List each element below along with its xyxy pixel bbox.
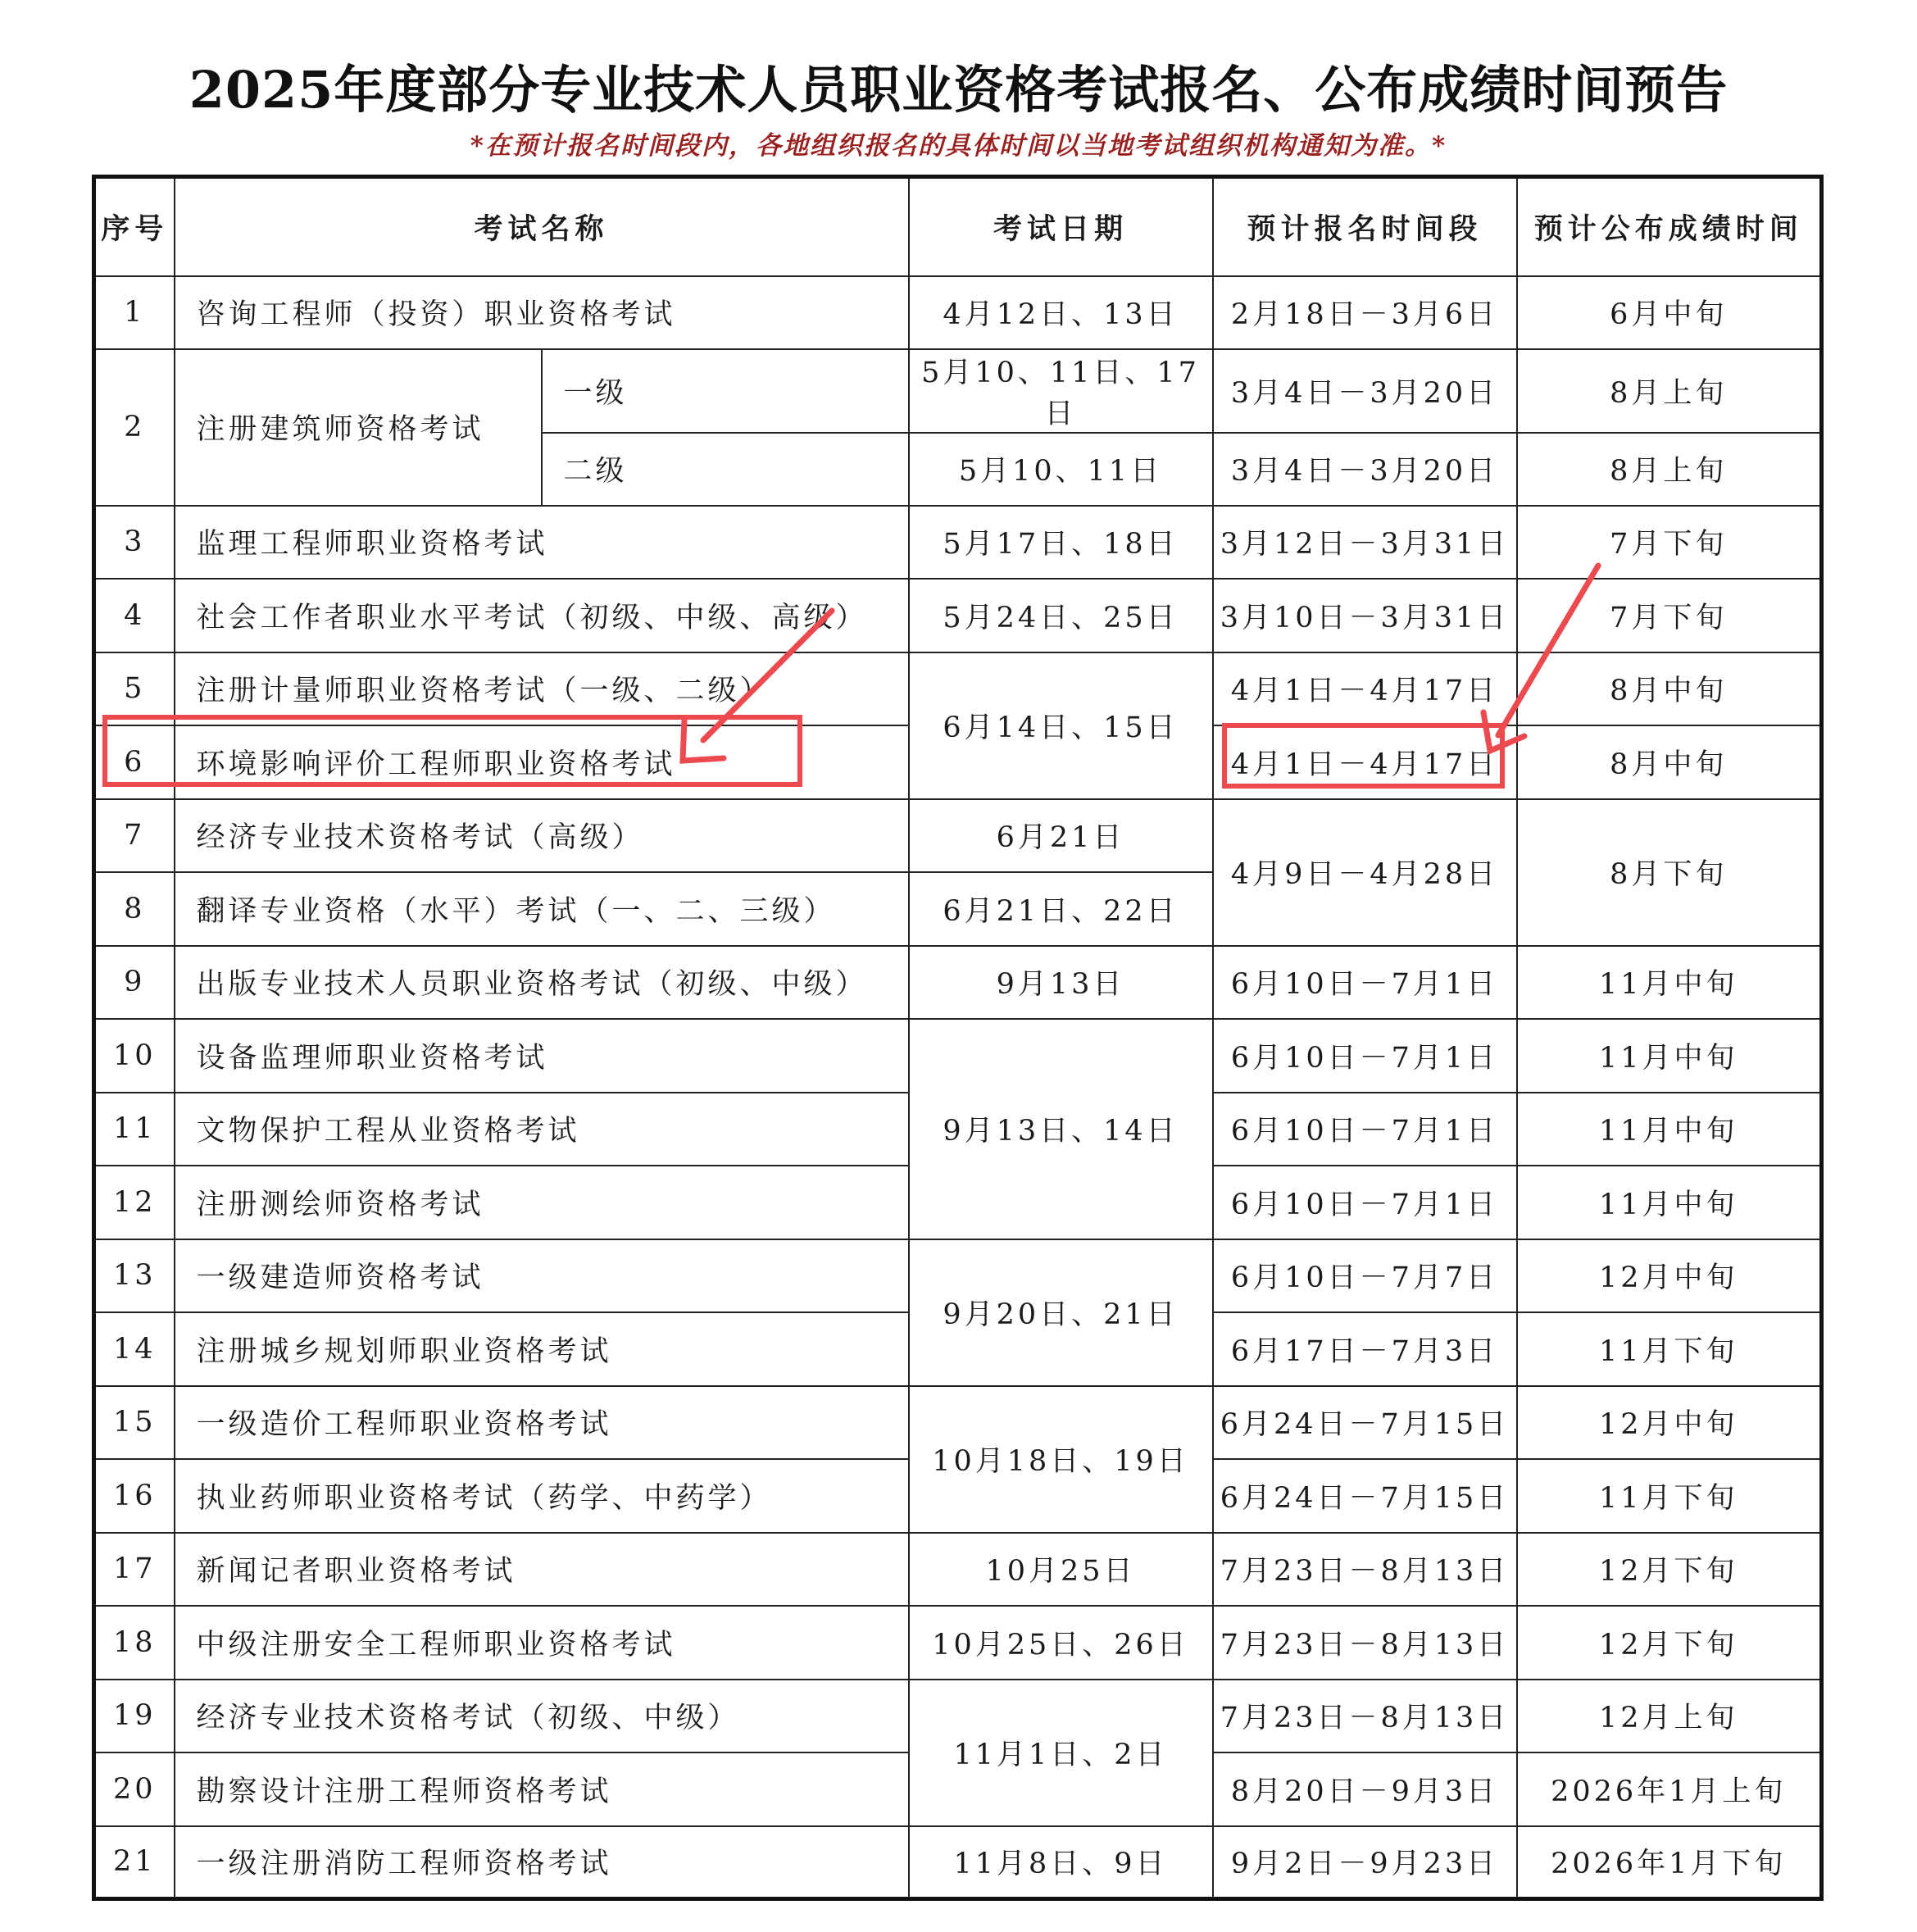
exam-name: 一级注册消防工程师资格考试: [175, 1826, 909, 1899]
registration-period: 6月24日－7月15日: [1213, 1459, 1517, 1533]
registration-period: 7月23日－8月13日: [1213, 1680, 1517, 1752]
score-release: 8月上旬: [1517, 433, 1822, 506]
score-release: 11月中旬: [1517, 1019, 1822, 1093]
registration-period: 6月10日－7月1日: [1213, 1019, 1517, 1093]
page-title: 2025年度部分专业技术人员职业资格考试报名、公布成绩时间预告: [189, 60, 1728, 120]
exam-date: 10月25日: [909, 1533, 1213, 1606]
score-release: 12月中旬: [1517, 1239, 1822, 1312]
exam-date: 9月13日、14日: [909, 1019, 1213, 1239]
row-number: 12: [94, 1166, 175, 1239]
registration-period: 6月24日－7月15日: [1213, 1386, 1517, 1459]
exam-date: 6月21日: [909, 799, 1213, 872]
exam-date: 5月10、11日: [909, 433, 1213, 506]
exam-name: 注册建筑师资格考试: [175, 349, 542, 506]
registration-period: 4月9日－4月28日: [1213, 799, 1517, 946]
score-release: 6月中旬: [1517, 276, 1822, 349]
registration-period: 8月20日－9月3日: [1213, 1752, 1517, 1826]
exam-name: 注册城乡规划师职业资格考试: [175, 1312, 909, 1386]
score-release: 7月下旬: [1517, 506, 1822, 579]
registration-period: 6月10日－7月1日: [1213, 946, 1517, 1019]
exam-name: 一级建造师资格考试: [175, 1239, 909, 1312]
registration-period: 6月17日－7月3日: [1213, 1312, 1517, 1386]
exam-sub-level: 一级: [542, 349, 909, 433]
registration-period: 9月2日－9月23日: [1213, 1826, 1517, 1899]
exam-date: 9月13日: [909, 946, 1213, 1019]
registration-period: 6月10日－7月7日: [1213, 1239, 1517, 1312]
exam-name: 勘察设计注册工程师资格考试: [175, 1752, 909, 1826]
score-release: 12月上旬: [1517, 1680, 1822, 1752]
row-number: 10: [94, 1019, 175, 1093]
score-release: 12月下旬: [1517, 1533, 1822, 1606]
registration-period: 3月4日－3月20日: [1213, 433, 1517, 506]
row-number: 7: [94, 799, 175, 872]
row-number: 18: [94, 1606, 175, 1680]
exam-name: 注册计量师职业资格考试（一级、二级）: [175, 652, 909, 725]
row-number: 2: [94, 349, 175, 506]
exam-name: 监理工程师职业资格考试: [175, 506, 909, 579]
exam-date: 11月1日、2日: [909, 1680, 1213, 1826]
row-number: 14: [94, 1312, 175, 1386]
score-release: 8月中旬: [1517, 725, 1822, 799]
registration-period: 3月10日－3月31日: [1213, 579, 1517, 652]
exam-date: 5月24日、25日: [909, 579, 1213, 652]
registration-period: 7月23日－8月13日: [1213, 1606, 1517, 1680]
row-number: 1: [94, 276, 175, 349]
exam-name: 翻译专业资格（水平）考试（一、二、三级）: [175, 872, 909, 946]
registration-period: 3月12日－3月31日: [1213, 506, 1517, 579]
row-number: 11: [94, 1093, 175, 1166]
exam-date: 4月12日、13日: [909, 276, 1213, 349]
row-number: 13: [94, 1239, 175, 1312]
registration-period: 4月1日－4月17日: [1213, 652, 1517, 725]
exam-name: 文物保护工程从业资格考试: [175, 1093, 909, 1166]
row-number: 9: [94, 946, 175, 1019]
exam-name: 社会工作者职业水平考试（初级、中级、高级）: [175, 579, 909, 652]
exam-name: 设备监理师职业资格考试: [175, 1019, 909, 1093]
row-number: 17: [94, 1533, 175, 1606]
exam-name: 中级注册安全工程师职业资格考试: [175, 1606, 909, 1680]
registration-period: 4月1日－4月17日: [1213, 725, 1517, 799]
score-release: 11月中旬: [1517, 946, 1822, 1019]
arrow-icon: [1483, 566, 1598, 751]
score-release: 11月下旬: [1517, 1312, 1822, 1386]
exam-date: 10月25日、26日: [909, 1606, 1213, 1680]
score-release: 12月下旬: [1517, 1606, 1822, 1680]
row-number: 6: [94, 725, 175, 799]
registration-period: 7月23日－8月13日: [1213, 1533, 1517, 1606]
exam-name: 一级造价工程师职业资格考试: [175, 1386, 909, 1459]
exam-name: 出版专业技术人员职业资格考试（初级、中级）: [175, 946, 909, 1019]
score-release: 11月下旬: [1517, 1459, 1822, 1533]
score-release: 12月中旬: [1517, 1386, 1822, 1459]
header-score-release: 预计公布成绩时间: [1517, 177, 1822, 276]
header-registration-period: 预计报名时间段: [1213, 177, 1517, 276]
row-number: 15: [94, 1386, 175, 1459]
score-release: 8月中旬: [1517, 652, 1822, 725]
registration-period: 3月4日－3月20日: [1213, 349, 1517, 433]
exam-name: 注册测绘师资格考试: [175, 1166, 909, 1239]
exam-name: 咨询工程师（投资）职业资格考试: [175, 276, 909, 349]
row-number: 21: [94, 1826, 175, 1899]
score-release: 8月下旬: [1517, 799, 1822, 946]
exam-date: 5月10、11日、17日: [909, 349, 1213, 433]
row-number: 5: [94, 652, 175, 725]
exam-sub-level: 二级: [542, 433, 909, 506]
page-subtitle-note: *在预计报名时间段内，各地组织报名的具体时间以当地考试组织机构通知为准。*: [470, 131, 1447, 161]
exam-name: 执业药师职业资格考试（药学、中药学）: [175, 1459, 909, 1533]
score-release: 2026年1月下旬: [1517, 1826, 1822, 1899]
score-release: 11月中旬: [1517, 1093, 1822, 1166]
row-number: 20: [94, 1752, 175, 1826]
exam-name: 经济专业技术资格考试（初级、中级）: [175, 1680, 909, 1752]
score-release: 2026年1月上旬: [1517, 1752, 1822, 1826]
row-number: 8: [94, 872, 175, 946]
score-release: 7月下旬: [1517, 579, 1822, 652]
score-release: 11月中旬: [1517, 1166, 1822, 1239]
registration-period: 6月10日－7月1日: [1213, 1166, 1517, 1239]
registration-period: 6月10日－7月1日: [1213, 1093, 1517, 1166]
exam-date: 5月17日、18日: [909, 506, 1213, 579]
exam-date: 6月14日、15日: [909, 652, 1213, 799]
header-exam-name: 考试名称: [175, 177, 909, 276]
registration-period: 2月18日－3月6日: [1213, 276, 1517, 349]
header-exam-date: 考试日期: [909, 177, 1213, 276]
row-number: 3: [94, 506, 175, 579]
row-number: 19: [94, 1680, 175, 1752]
exam-date: 10月18日、19日: [909, 1386, 1213, 1533]
row-number: 16: [94, 1459, 175, 1533]
exam-name: 经济专业技术资格考试（高级）: [175, 799, 909, 872]
exam-date: 6月21日、22日: [909, 872, 1213, 946]
arrow-icon: [683, 611, 832, 761]
exam-name: 环境影响评价工程师职业资格考试: [175, 725, 909, 799]
row-number: 4: [94, 579, 175, 652]
header-no: 序号: [94, 177, 175, 276]
exam-date: 9月20日、21日: [909, 1239, 1213, 1386]
exam-date: 11月8日、9日: [909, 1826, 1213, 1899]
exam-name: 新闻记者职业资格考试: [175, 1533, 909, 1606]
score-release: 8月上旬: [1517, 349, 1822, 433]
